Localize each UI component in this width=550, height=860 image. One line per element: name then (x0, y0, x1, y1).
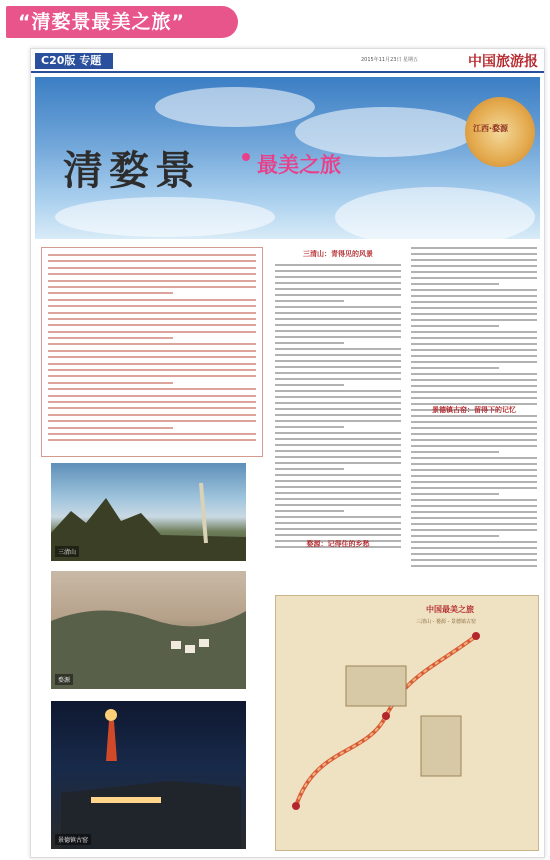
text-line (275, 474, 401, 476)
text-line (275, 354, 401, 356)
text-line (48, 395, 256, 397)
photo-sanqingshan (51, 463, 246, 561)
section-tag: C20版 专题 (35, 53, 113, 69)
text-line (411, 505, 537, 507)
text-line (48, 305, 256, 307)
text-line (411, 385, 537, 387)
text-line (275, 348, 401, 350)
text-line (411, 547, 537, 549)
text-line (48, 363, 256, 365)
text-line (275, 366, 401, 368)
text-line (411, 475, 537, 477)
hero-subtitle: 最美之旅 (257, 153, 341, 177)
text-line (411, 397, 537, 399)
text-line (48, 382, 173, 384)
hero-banner (35, 77, 540, 239)
text-line (275, 342, 344, 344)
text-line (48, 401, 256, 403)
newspaper-page (30, 48, 545, 858)
text-line (48, 356, 256, 358)
text-line (275, 516, 401, 518)
text-line (48, 433, 256, 435)
text-line (411, 253, 537, 255)
text-line (411, 331, 537, 333)
text-line (48, 318, 256, 320)
issue-date: 2015年11月23日 星期五 (361, 57, 419, 63)
text-line (275, 438, 401, 440)
text-line (48, 299, 256, 301)
subhead-wuyuan: 婺源：记得住的乡愁 (306, 540, 370, 548)
text-line (48, 439, 256, 441)
text-line (411, 379, 537, 381)
header-banner (6, 6, 238, 38)
text-line (275, 492, 401, 494)
text-line (275, 450, 401, 452)
text-line (48, 337, 173, 339)
text-line (275, 402, 401, 404)
text-line (48, 273, 256, 275)
text-line (411, 325, 499, 327)
text-line (411, 349, 537, 351)
text-line (275, 330, 401, 332)
text-line (48, 407, 256, 409)
text-line (48, 292, 173, 294)
text-line (411, 343, 537, 345)
text-line (48, 331, 256, 333)
text-line (411, 523, 537, 525)
text-line (411, 415, 537, 417)
text-line (411, 361, 537, 363)
text-line (411, 265, 537, 267)
text-line (411, 283, 499, 285)
hero-title: 清婺景 (63, 147, 201, 194)
text-line (48, 369, 256, 371)
text-line (48, 280, 256, 282)
text-line (411, 457, 537, 459)
text-line (48, 267, 256, 269)
text-line (275, 336, 401, 338)
text-line (411, 451, 499, 453)
title-dot (242, 153, 250, 161)
text-line (275, 462, 401, 464)
text-line (275, 522, 401, 524)
text-line (411, 289, 537, 291)
masthead-logo: 中国旅游报 (468, 54, 538, 70)
route-map (275, 595, 539, 851)
text-line (275, 294, 401, 296)
seal-text: 江西·婺源 (473, 124, 509, 133)
text-line (411, 529, 537, 531)
text-line (275, 282, 401, 284)
photo-caption: 婺源 (55, 674, 73, 685)
text-line (275, 306, 401, 308)
text-line (411, 433, 537, 435)
text-line (48, 414, 256, 416)
text-line (411, 247, 537, 249)
text-line (48, 260, 256, 262)
text-line (275, 288, 401, 290)
text-line (411, 517, 537, 519)
text-line (411, 259, 537, 261)
text-line (275, 486, 401, 488)
text-line (275, 444, 401, 446)
text-line (411, 319, 537, 321)
text-line (275, 408, 401, 410)
text-line (411, 481, 537, 483)
text-line (275, 510, 344, 512)
text-line (275, 324, 401, 326)
text-line (411, 535, 499, 537)
text-line (48, 350, 256, 352)
text-line (411, 421, 537, 423)
text-line (411, 493, 499, 495)
text-line (275, 480, 401, 482)
text-line (275, 420, 401, 422)
text-line (411, 439, 537, 441)
text-line (275, 414, 401, 416)
text-line (411, 463, 537, 465)
text-line (48, 312, 256, 314)
text-line (275, 456, 401, 458)
text-line (275, 372, 401, 374)
text-line (275, 384, 344, 386)
text-line (275, 276, 401, 278)
text-line (411, 271, 537, 273)
text-line (275, 528, 401, 530)
text-line (411, 499, 537, 501)
text-line (275, 396, 401, 398)
photo-caption: 三清山 (55, 546, 79, 557)
intro-text-block (41, 247, 263, 457)
article-column-left (275, 247, 401, 552)
text-line (411, 301, 537, 303)
text-line (275, 264, 401, 266)
text-line (411, 553, 537, 555)
text-line (411, 391, 537, 393)
text-line (275, 534, 401, 536)
text-line (411, 559, 537, 561)
text-line (48, 388, 256, 390)
photo-caption: 景德镇古窑 (55, 834, 91, 845)
text-line (411, 367, 499, 369)
text-line (411, 295, 537, 297)
text-line (411, 487, 537, 489)
text-line (275, 504, 401, 506)
text-line (275, 378, 401, 380)
text-line (411, 511, 537, 513)
text-line (275, 498, 401, 500)
text-line (411, 277, 537, 279)
subhead-sanqingshan: 三清山：青得见的风景 (303, 250, 373, 258)
text-line (411, 541, 537, 543)
text-line (275, 300, 344, 302)
text-line (275, 426, 344, 428)
text-line (275, 270, 401, 272)
text-line (48, 420, 256, 422)
text-line (411, 445, 537, 447)
text-line (275, 432, 401, 434)
text-line (411, 469, 537, 471)
text-line (411, 373, 537, 375)
map-subtitle: 三清山 - 婺源 - 景德镇古窑 (416, 619, 476, 625)
photo-wuyuan (51, 571, 246, 689)
text-line (48, 427, 173, 429)
text-line (275, 318, 401, 320)
text-line (411, 355, 537, 357)
text-line (411, 427, 537, 429)
text-line (411, 313, 537, 315)
text-line (411, 307, 537, 309)
text-line (48, 254, 256, 256)
text-line (48, 343, 256, 345)
text-line (275, 360, 401, 362)
text-line (48, 324, 256, 326)
map-title: 中国最美之旅 (426, 605, 474, 614)
text-line (411, 337, 537, 339)
text-line (48, 375, 256, 377)
subhead-jingdezhen: 景德镇古窑：留得下的记忆 (432, 406, 516, 414)
text-line (48, 286, 256, 288)
header-rule (31, 71, 544, 73)
text-line (275, 468, 344, 470)
banner-title: “清婺景最美之旅” (18, 11, 185, 33)
text-line (275, 312, 401, 314)
photo-jingdezhen (51, 701, 246, 849)
text-line (411, 565, 537, 567)
text-line (275, 390, 401, 392)
